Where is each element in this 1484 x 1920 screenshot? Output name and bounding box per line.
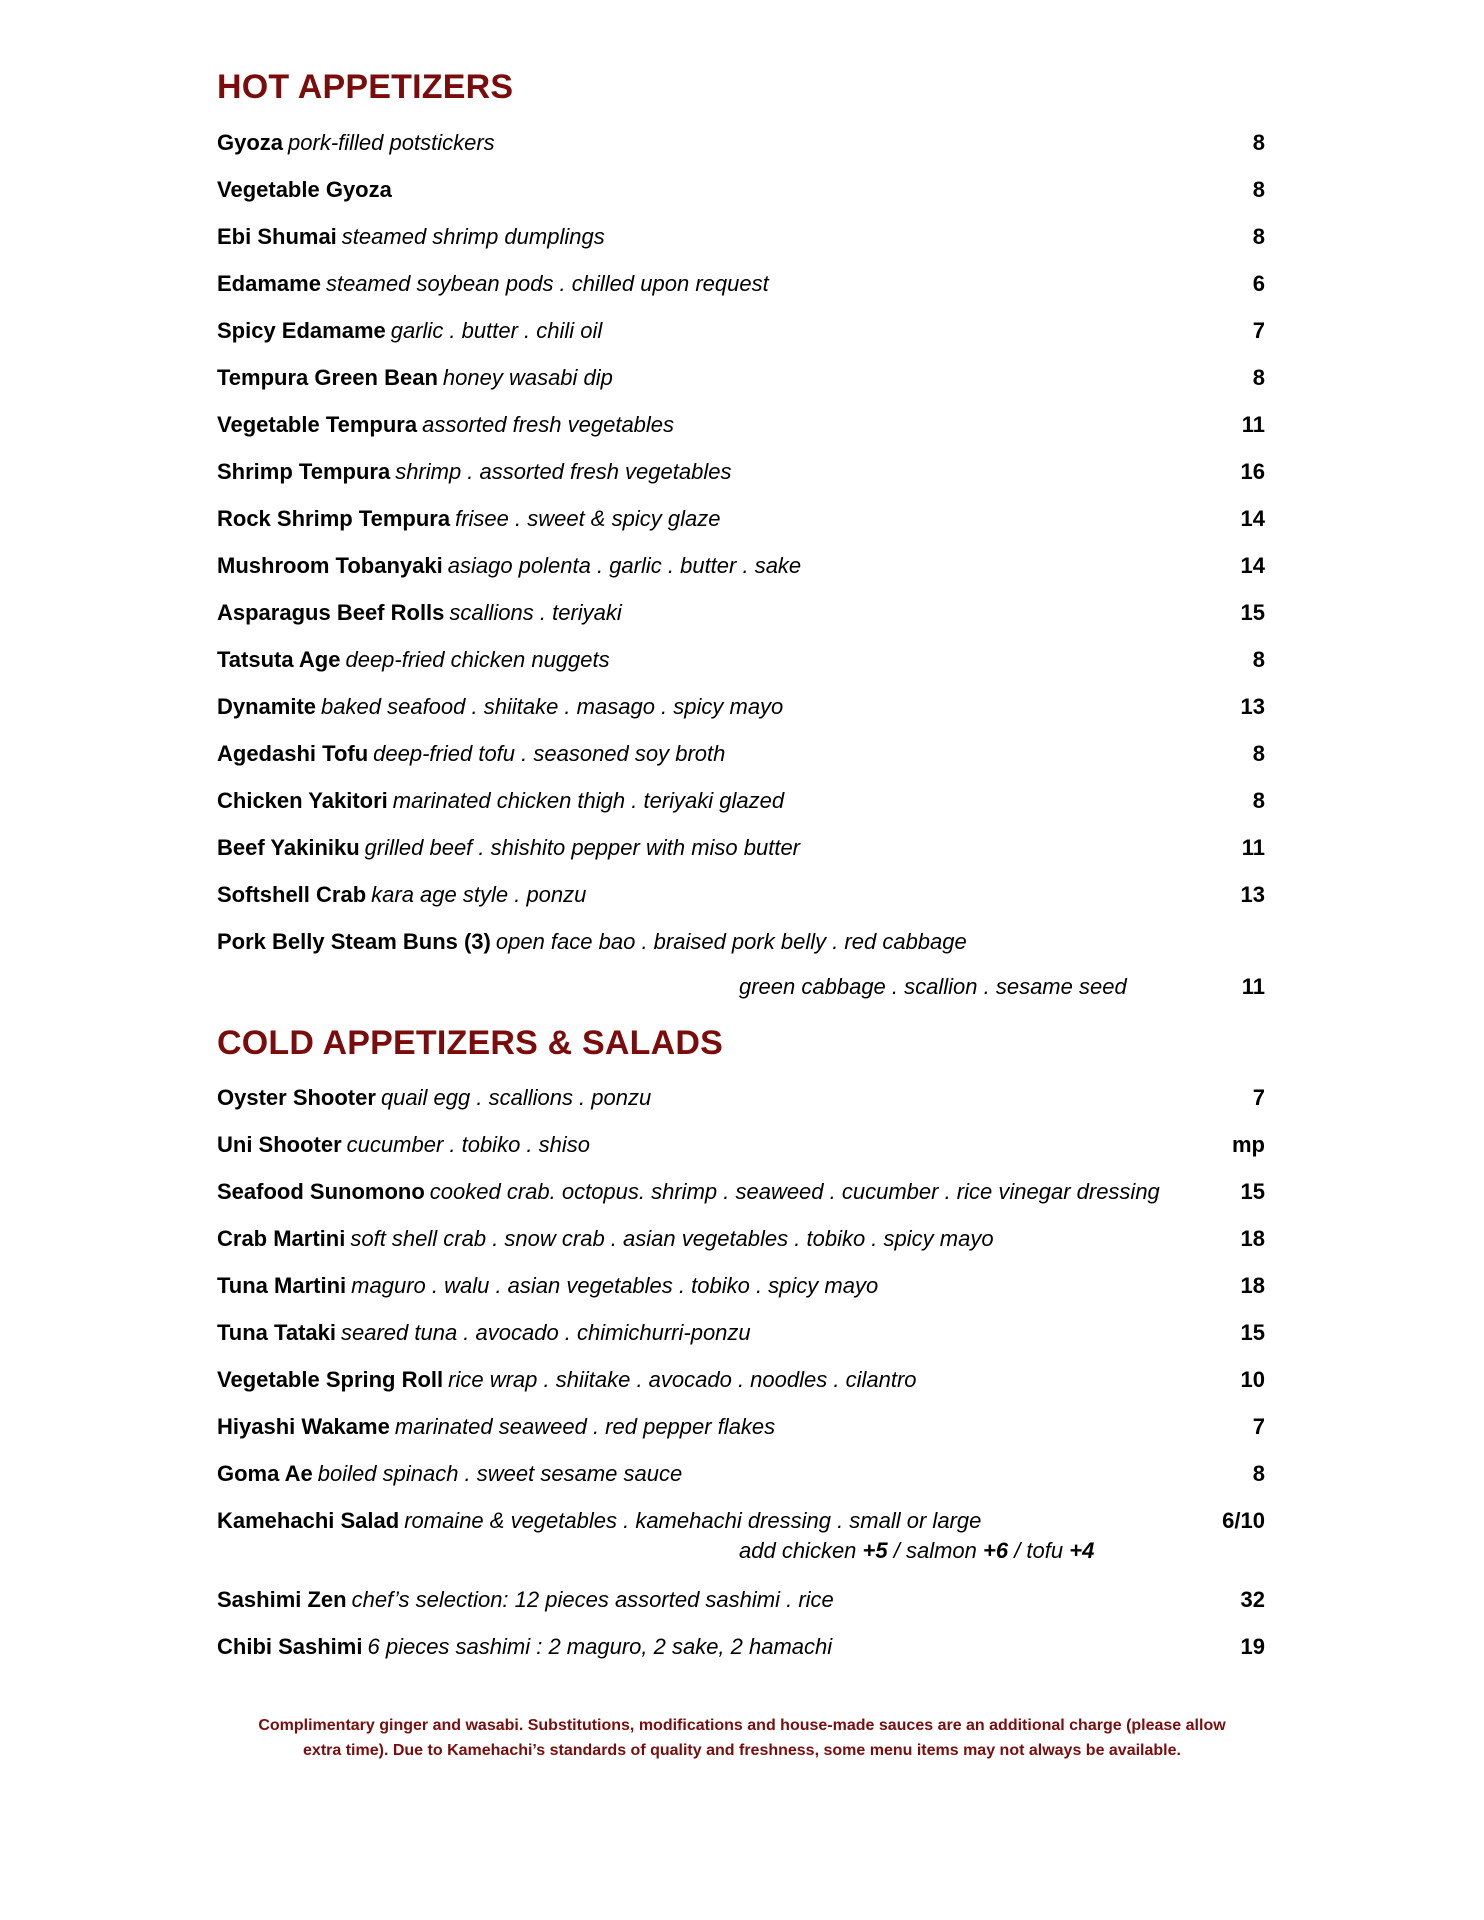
item-price: 14 — [1240, 553, 1265, 578]
footer-disclaimer — [200, 1713, 1284, 1763]
item-name: Pork Belly Steam Buns (3) — [217, 929, 491, 954]
menu-item — [217, 1128, 1265, 1162]
item-description: cucumber . tobiko . shiso — [346, 1132, 591, 1157]
menu-item — [217, 1630, 1265, 1664]
menu-item — [217, 690, 1265, 724]
addon-separator: / tofu — [1008, 1538, 1070, 1563]
item-price: 8 — [1252, 224, 1265, 249]
item-name: Sashimi Zen — [217, 1587, 347, 1612]
item-description: seared tuna . avocado . chimichurri-ponzu — [340, 1320, 751, 1345]
item-description: rice wrap . shiitake . avocado . noodles . cilantro — [448, 1367, 917, 1392]
hot-appetizers-heading: HOT APPETIZERS — [217, 68, 514, 106]
menu-item — [217, 220, 1265, 254]
menu-item — [217, 1269, 1265, 1303]
item-description: boiled spinach . sweet sesame sauce — [317, 1461, 683, 1486]
item-name: Dynamite — [217, 694, 317, 719]
menu-item — [217, 737, 1265, 771]
item-name: Tempura Green Bean — [217, 365, 438, 390]
menu-item — [217, 267, 1265, 301]
item-description: deep-fried chicken nuggets — [345, 647, 610, 672]
item-description: steamed shrimp dumplings — [341, 224, 605, 249]
item-name: Kamehachi Salad — [217, 1508, 400, 1533]
menu-item — [217, 1504, 1265, 1538]
menu-item — [217, 1175, 1265, 1209]
disclaimer-line: Complimentary ginger and wasabi. Substitutions, modifications and house-made sauces are an additional charge (please allow — [258, 1717, 1226, 1734]
item-name: Uni Shooter — [217, 1132, 342, 1157]
menu-item — [217, 1457, 1265, 1491]
item-name: Asparagus Beef Rolls — [217, 600, 445, 625]
item-name: Hiyashi Wakame — [217, 1414, 390, 1439]
item-description: assorted fresh vegetables — [422, 412, 675, 437]
item-name: Agedashi Tofu — [217, 741, 369, 766]
item-price: 13 — [1240, 694, 1265, 719]
item-description: cooked crab. octopus. shrimp . seaweed . cucumber . rice vinegar dressing — [429, 1179, 1160, 1204]
addon-tofu-price: +4 — [1069, 1538, 1095, 1563]
item-price: 14 — [1240, 506, 1265, 531]
menu-item — [217, 173, 1265, 207]
item-name: Ebi Shumai — [217, 224, 337, 249]
item-price: 18 — [1240, 1273, 1265, 1298]
item-name: Rock Shrimp Tempura — [217, 506, 451, 531]
item-name: Spicy Edamame — [217, 318, 386, 343]
item-name: Beef Yakiniku — [217, 835, 360, 860]
cold-appetizers-heading: COLD APPETIZERS & SALADS — [217, 1024, 724, 1062]
addon-separator: / salmon — [887, 1538, 983, 1563]
item-price: 13 — [1240, 882, 1265, 907]
item-description: frisee . sweet & spicy glaze — [455, 506, 721, 531]
menu-item — [217, 126, 1265, 160]
item-name: Softshell Crab — [217, 882, 367, 907]
menu-item — [217, 408, 1265, 442]
item-name: Edamame — [217, 271, 321, 296]
item-description: marinated seaweed . red pepper flakes — [394, 1414, 776, 1439]
item-price: 8 — [1252, 788, 1265, 813]
item-price: 8 — [1252, 647, 1265, 672]
menu-item — [217, 831, 1265, 865]
menu-item — [217, 1081, 1265, 1115]
item-description: quail egg . scallions . ponzu — [380, 1085, 652, 1110]
menu-item — [217, 643, 1265, 677]
item-price: 6 — [1252, 271, 1265, 296]
item-description: steamed soybean pods . chilled upon request — [325, 271, 769, 296]
menu-item — [217, 502, 1265, 536]
item-price: 7 — [1252, 1085, 1265, 1110]
item-price: 7 — [1252, 1414, 1265, 1439]
item-name: Seafood Sunomono — [217, 1179, 425, 1204]
item-name: Goma Ae — [217, 1461, 313, 1486]
item-price: 32 — [1240, 1587, 1265, 1612]
menu-item — [217, 784, 1265, 818]
addon-salmon-price: +6 — [983, 1538, 1009, 1563]
item-name: Vegetable Gyoza — [217, 177, 392, 202]
item-name: Gyoza — [217, 130, 284, 155]
menu-item — [217, 1316, 1265, 1350]
item-price: 8 — [1252, 741, 1265, 766]
item-description: scallions . teriyaki — [449, 600, 622, 625]
item-price: 7 — [1252, 318, 1265, 343]
item-name: Vegetable Spring Roll — [217, 1367, 444, 1392]
item-price: 8 — [1252, 1461, 1265, 1486]
menu-item — [217, 314, 1265, 348]
item-description: romaine & vegetables . kamehachi dressing . small or large — [404, 1508, 982, 1533]
item-name: Mushroom Tobanyaki — [217, 553, 443, 578]
item-price: 11 — [1241, 412, 1265, 437]
item-description: baked seafood . shiitake . masago . spicy mayo — [321, 694, 784, 719]
item-price: 8 — [1252, 365, 1265, 390]
item-name: Chicken Yakitori — [217, 788, 388, 813]
menu-item — [217, 361, 1265, 395]
menu-item — [217, 1583, 1265, 1617]
item-price: mp — [1232, 1132, 1265, 1157]
item-name: Crab Martini — [217, 1226, 346, 1251]
item-price: 19 — [1240, 1634, 1265, 1659]
addon-label: add chicken — [739, 1538, 863, 1563]
item-description: deep-fried tofu . seasoned soy broth — [373, 741, 726, 766]
item-description: soft shell crab . snow crab . asian vegetables . tobiko . spicy mayo — [350, 1226, 994, 1251]
item-description: shrimp . assorted fresh vegetables — [395, 459, 732, 484]
item-price: 6/10 — [1222, 1508, 1265, 1533]
item-price: 8 — [1252, 177, 1265, 202]
item-description: open face bao . braised pork belly . red cabbage — [495, 929, 967, 954]
item-price: 16 — [1240, 459, 1265, 484]
menu-item — [217, 596, 1265, 630]
item-price: 11 — [1241, 974, 1265, 999]
menu-item — [217, 1363, 1265, 1397]
menu-item — [217, 1410, 1265, 1444]
item-price: 15 — [1240, 1179, 1265, 1204]
item-name: Tuna Tataki — [217, 1320, 336, 1345]
item-description: kara age style . ponzu — [371, 882, 587, 907]
item-name: Tuna Martini — [217, 1273, 347, 1298]
menu-item — [217, 925, 1265, 959]
item-description: pork-filled potstickers — [288, 130, 495, 155]
disclaimer-line: extra time). Due to Kamehachi’s standards of quality and freshness, some menu items may not always be available. — [303, 1742, 1181, 1759]
item-description: honey wasabi dip — [442, 365, 613, 390]
item-description: grilled beef . shishito pepper with miso butter — [364, 835, 801, 860]
item-name: Vegetable Tempura — [217, 412, 418, 437]
item-description: garlic . butter . chili oil — [390, 318, 603, 343]
item-price: 15 — [1240, 1320, 1265, 1345]
item-name: Chibi Sashimi — [217, 1634, 363, 1659]
item-description: 6 pieces sashimi : 2 maguro, 2 sake, 2 hamachi — [367, 1634, 833, 1659]
item-description: asiago polenta . garlic . butter . sake — [447, 553, 802, 578]
item-price: 15 — [1240, 600, 1265, 625]
menu-item — [217, 878, 1265, 912]
salad-addons — [739, 1538, 1094, 1564]
item-name: Shrimp Tempura — [217, 459, 391, 484]
item-description-continued: green cabbage . scallion . sesame seed — [739, 974, 1127, 999]
item-price: 18 — [1240, 1226, 1265, 1251]
item-description: chef’s selection: 12 pieces assorted sashimi . rice — [351, 1587, 834, 1612]
addon-chicken-price: +5 — [862, 1538, 888, 1563]
item-price: 8 — [1252, 130, 1265, 155]
item-price: 10 — [1240, 1367, 1265, 1392]
menu-item — [217, 549, 1265, 583]
item-name: Tatsuta Age — [217, 647, 341, 672]
item-name: Oyster Shooter — [217, 1085, 376, 1110]
menu-item — [217, 455, 1265, 489]
item-description: maguro . walu . asian vegetables . tobiko . spicy mayo — [351, 1273, 879, 1298]
menu-item — [217, 1222, 1265, 1256]
item-description: marinated chicken thigh . teriyaki glazed — [392, 788, 785, 813]
item-price: 11 — [1241, 835, 1265, 860]
